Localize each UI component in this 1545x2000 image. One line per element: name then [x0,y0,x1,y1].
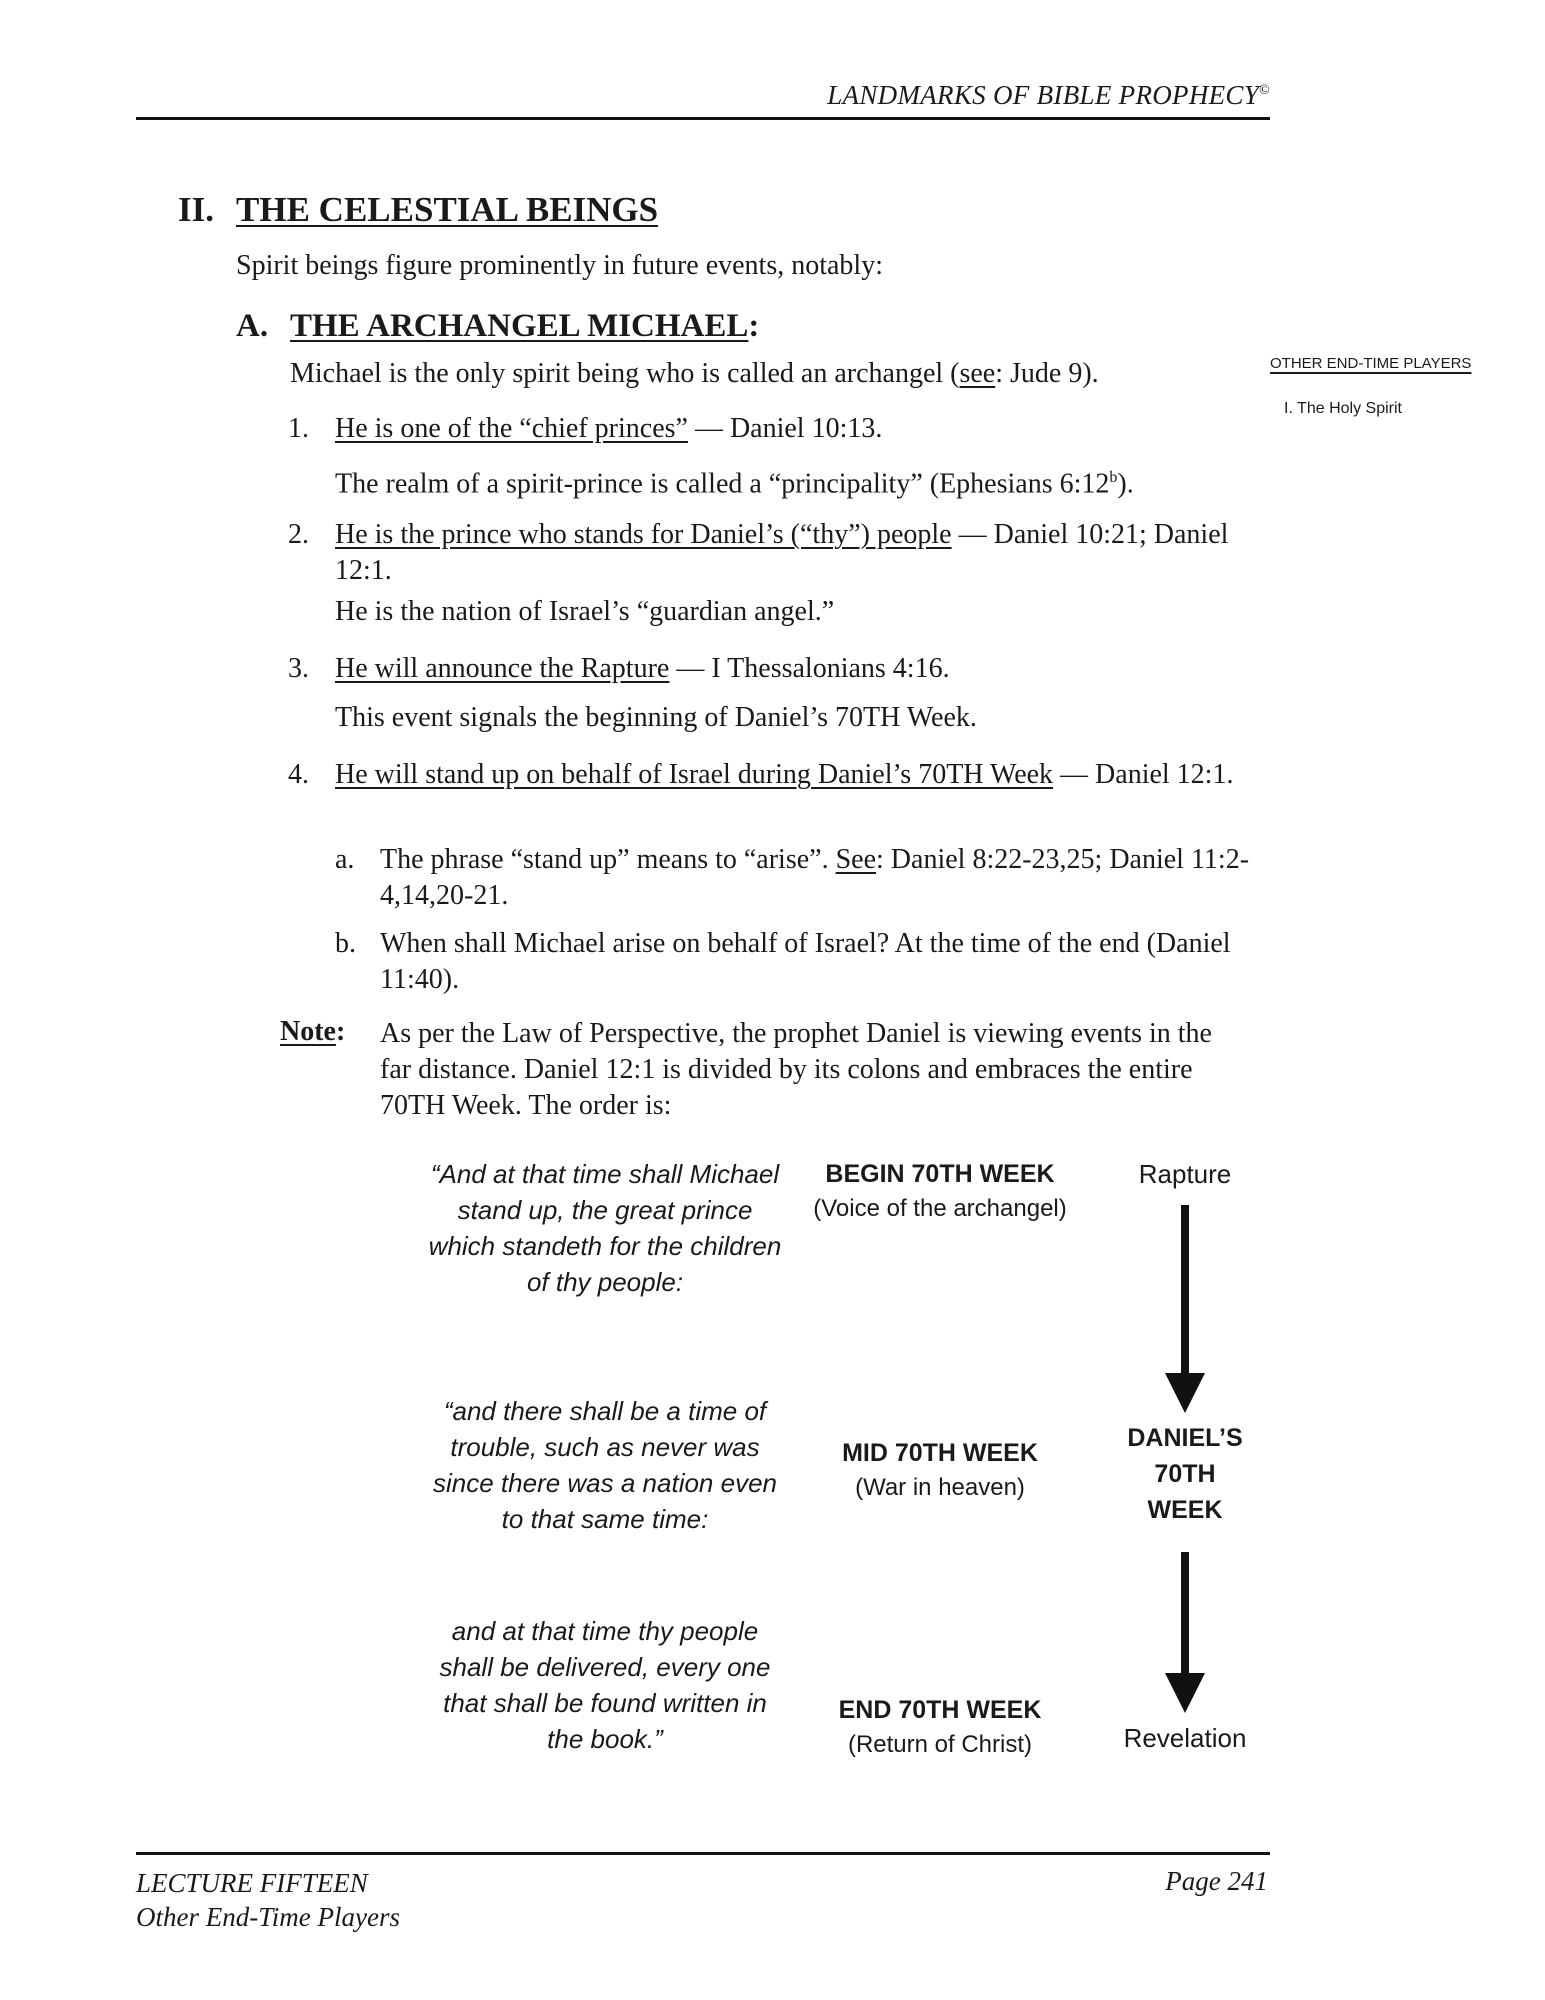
page-number: Page 241 [1165,1866,1268,1896]
item-main: He will announce the Rapture [335,653,670,684]
item-note-text: The realm of a spirit-prince is called a “principality” (Ephesians 6:12 [335,468,1110,500]
phase-subtitle: (Return of Christ) [847,1731,1033,1758]
week-label-line: WEEK [1147,1496,1223,1524]
down-arrow-icon [1155,1552,1215,1717]
phase-subtitle: (War in heaven) [855,1474,1025,1501]
daniels-week-label [1090,1420,1280,1528]
see-word: see [959,358,996,389]
subsection-title: THE ARCHANGEL MICHAEL [290,308,749,344]
phase-mid [790,1435,1090,1505]
section-number: II. [178,190,214,229]
week-label-line: 70TH [1154,1460,1216,1488]
subitem [380,842,1280,914]
margin-heading: OTHER END-TIME PLAYERS [1270,355,1472,372]
quote-begin: “And at that time shall Michael stand up, the great prince which standeth for the children of thy people: [428,1159,782,1297]
note-label-word: Note [280,1016,336,1047]
item-note [335,460,1275,502]
list-item [335,757,1275,793]
revelation-label: Revelation [1123,1723,1247,1753]
week-label-line: DANIEL’S [1127,1424,1243,1452]
item-number: 2. [288,519,309,550]
subitem: When shall Michael arise on behalf of Israel? At the time of the end (Daniel 11:40). [380,928,1231,995]
note-text: As per the Law of Perspective, the prophet Daniel is viewing events in the far distance. Daniel 12:1 is divided by its colons and embraces the entire 70TH Week. The order is: [380,1018,1212,1121]
phase-title: MID 70TH WEEK [842,1439,1038,1467]
subitem-letter: a. [335,844,355,875]
item-main: He will stand up on behalf of Israel during Daniel’s 70TH Week [335,759,1054,790]
rapture-label: Rapture [1138,1159,1232,1189]
footer-rule [136,1852,1270,1855]
subitem-text: The phrase “stand up” means to “arise”. [380,844,836,875]
subitem-ref: : Daniel 8:22-23,25; Daniel 11:2-4,14,20-21. [380,844,1250,911]
phase-title: BEGIN 70TH WEEK [825,1160,1055,1188]
intro-ref: : Jude 9). [995,358,1099,389]
phase-begin [790,1156,1090,1226]
item-main: He is one of the “chief princes” [335,413,688,444]
item-note: This event signals the beginning of Daniel’s 70TH Week. [335,702,977,733]
item-ref: — Daniel 12:1. [1053,759,1234,790]
see-word: See [835,844,877,875]
running-header [760,80,1270,111]
footer-lecture: LECTURE FIFTEEN [136,1868,368,1898]
item-note: He is the nation of Israel’s “guardian angel.” [335,596,835,627]
margin-item: I. The Holy Spirit [1284,400,1402,417]
item-ref: — I Thessalonians 4:16. [669,653,950,684]
item-main: He is the prince who stands for Daniel’s (“thy”) people [335,519,952,550]
item-ref: — Daniel 10:13. [687,413,883,444]
phase-title: END 70TH WEEK [838,1696,1042,1724]
subsection-letter: A. [236,308,269,344]
subitem-letter: b. [335,928,356,959]
intro-text: Michael is the only spirit being who is called an archangel ( [290,358,960,389]
item-number: 1. [288,413,309,444]
header-title-text: LANDMARKS OF BIBLE PROPHECY [827,80,1260,110]
list-item [335,411,1275,447]
subsection-heading [290,308,759,345]
note-colon: : [335,1016,346,1047]
down-arrow-icon [1155,1205,1215,1415]
item-ref: — Daniel 10:21; Daniel 12:1. [335,519,1229,586]
subsection-colon: : [748,308,760,344]
phase-subtitle: (Voice of the archangel) [813,1195,1067,1222]
list-item [335,651,1275,687]
item-number: 3. [288,653,309,684]
footer-subtitle: Other End-Time Players [136,1902,400,1932]
quote-mid: “and there shall be a time of trouble, such as never was since there was a nation even to that same time: [433,1396,777,1534]
quote-end: and at that time thy people shall be delivered, every one that shall be found written in the book.” [439,1616,771,1754]
item-note-end: ). [1117,468,1134,500]
copyright-mark: © [1259,83,1270,98]
section-title: THE CELESTIAL BEINGS [236,190,659,229]
list-item [335,517,1275,589]
subsection-intro [290,356,1099,392]
phase-end [790,1692,1090,1762]
header-rule [136,117,1270,120]
item-note-sup: b [1109,469,1118,486]
note-label [280,1016,345,1048]
item-number: 4. [288,759,309,790]
section-intro: Spirit beings figure prominently in future events, notably: [236,250,883,281]
